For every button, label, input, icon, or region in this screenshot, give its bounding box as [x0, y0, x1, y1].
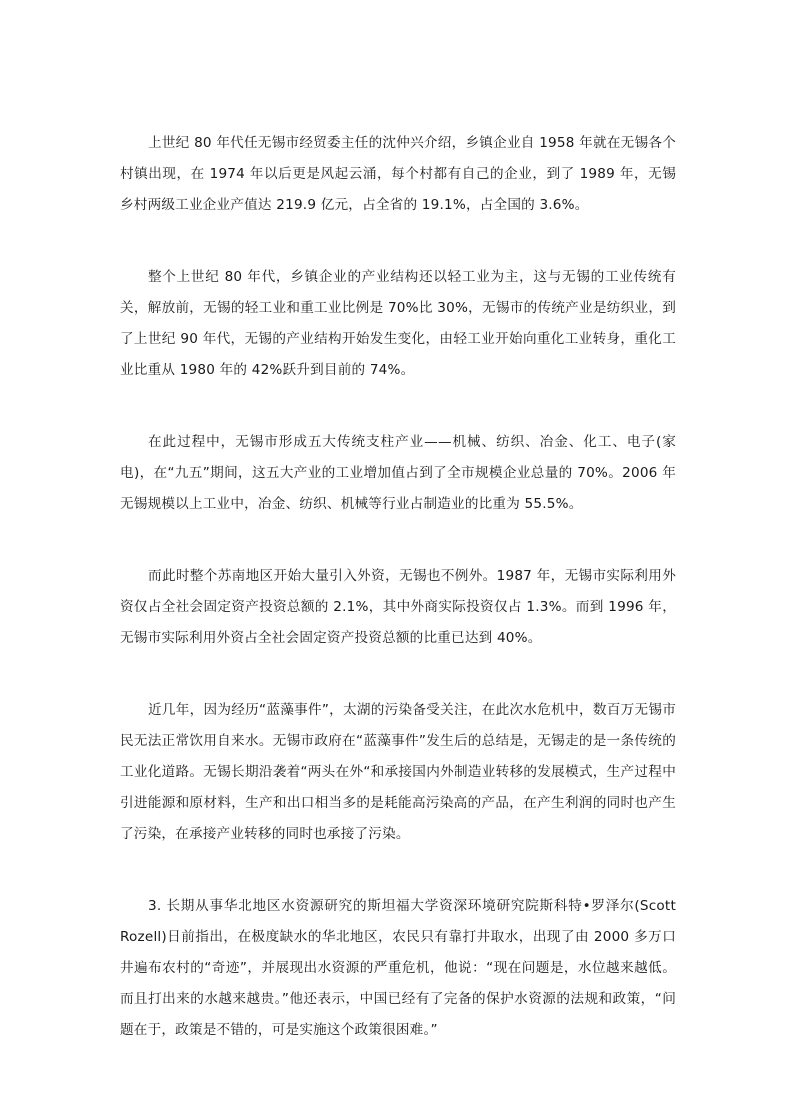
paragraph-north-china-water: 3. 长期从事华北地区水资源研究的斯坦福大学资深环境研究院斯科特•罗泽尔(Scott Rozell)日前指出，在极度缺水的华北地区，农民只有靠打井取水，出现了由 2000 多万口井遍布农村的“奇迹”，并展现出水资源的严重危机，他说：“现在问题是，水位越来越低。而且打出来的水越来越贵。”他还表示，中国已经有了完备的保护水资源的法规和政策，“问题在于，政策是不错的，可是实施这个政策很困难。”: [120, 898, 676, 1038]
paragraph-algae-incident: 近几年，因为经历“蓝藻事件”，太湖的污染备受关注，在此次水危机中，数百万无锡市民无法正常饮用自来水。无锡市政府在“蓝藻事件”发生后的总结是，无锡走的是一条传统的工业化道路。无锡长期沿袭着“两头在外“和承接国内外制造业转移的发展模式，生产过程中引进能源和原材料，生产和出口相当多的是耗能高污染高的产品，在产生利润的同时也产生了污染，在承接产业转移的同时也承接了污染。: [120, 702, 676, 842]
document-body: [120, 128, 676, 1087]
paragraph-industrial-structure: 整个上世纪 80 年代，乡镇企业的产业结构还以轻工业为主，这与无锡的工业传统有关，解放前，无锡的轻工业和重工业比例是 70%比 30%，无锡市的传统产业是纺织业，到了上世纪 90 年代，无锡的产业结构开始发生变化，由轻工业开始向重化工业转身，重化工业比重从 1980 年的 42%跃升到目前的 74%。: [120, 269, 676, 378]
paragraph-pillar-industries: 在此过程中，无锡市形成五大传统支柱产业——机械、纺织、冶金、化工、电子(家电)，在“九五”期间，这五大产业的工业增加值占到了全市规模企业总量的 70%。2006 年无锡规模以上工业中，冶金、纺织、机械等行业占制造业的比重为 55.5%。: [120, 434, 676, 512]
paragraph-township-enterprises: 上世纪 80 年代任无锡市经贸委主任的沈仲兴介绍，乡镇企业自 1958 年就在无锡各个村镇出现，在 1974 年以后更是风起云涌，每个村都有自己的企业，到了 1989 年，无锡乡村两级工业企业产值达 219.9 亿元，占全省的 19.1%，占全国的 3.6%。: [120, 135, 676, 213]
paragraph-foreign-investment: 而此时整个苏南地区开始大量引入外资，无锡也不例外。1987 年，无锡市实际利用外资仅占全社会固定资产投资总额的 2.1%，其中外商实际投资仅占 1.3%。而到 1996 年，无锡市实际利用外资占全社会固定资产投资总额的比重已达到 40%。: [120, 568, 676, 646]
